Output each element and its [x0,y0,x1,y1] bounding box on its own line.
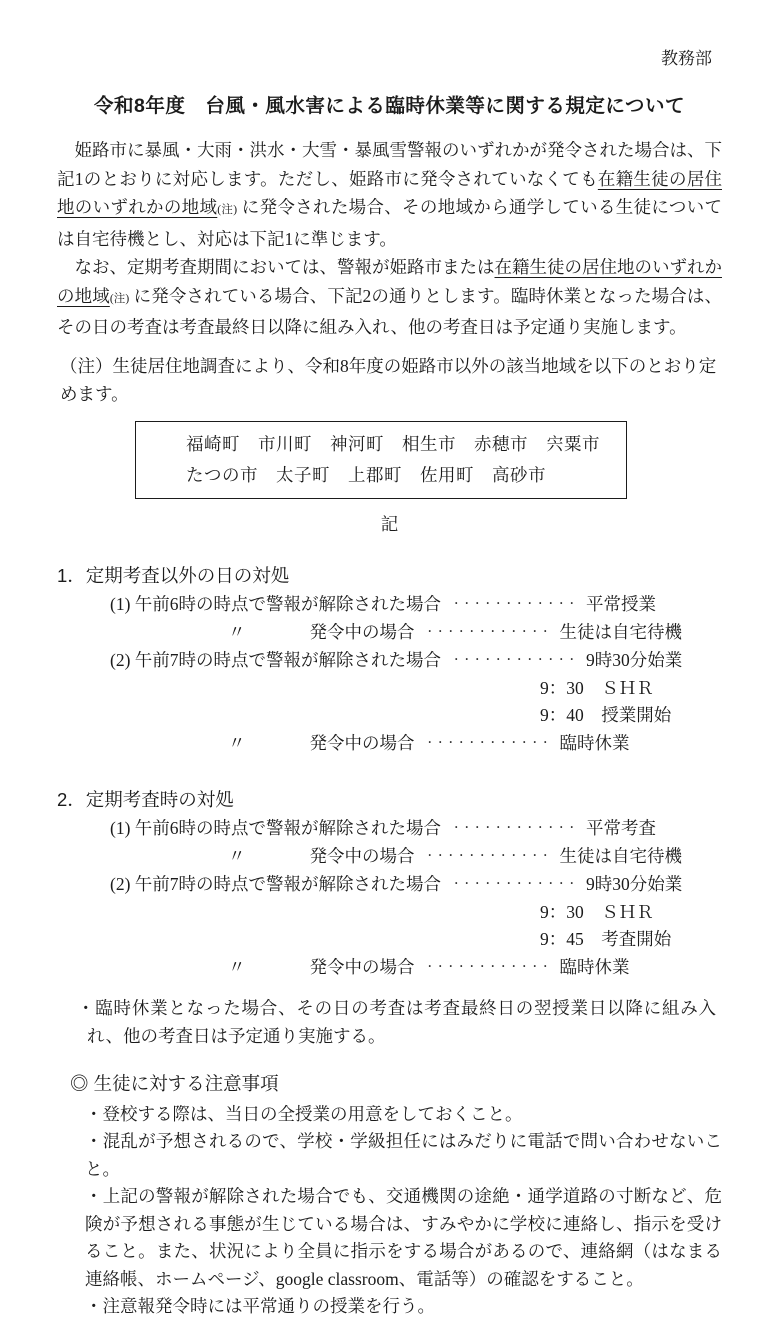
notice-bullet: ・上記の警報が解除された場合でも、交通機関の途絶・通学道路の寸断など、危険が予想される事態が生じている場合は、すみやかに学校に連絡し、指示を受けること。また、状況により全員に指示をする場合があるので、連絡網（はなまる連絡帳、ホームページ、google classroom、電話等）の確認をすること。 [85,1186,722,1289]
exam-underlined-phrase: 在籍生徒の居住地のいずれかの地域 [57,257,722,306]
exam-period-paragraph [57,253,722,342]
time-detail-row: 9：45 考査開始 [540,929,672,949]
department-label: 教務部 [661,49,712,68]
dot-leader: ・・・・・・・・・・・・ [424,627,551,638]
ditto-mark: 〃 [228,845,246,866]
applicable-area-box [135,421,627,499]
row-label: (2) 午前7時の時点で警報が解除された場合 [110,649,442,670]
student-notice-heading: ◎ 生徒に対する注意事項 [70,1072,279,1094]
time-detail-row: 9：30 ＳＨＲ [540,677,654,698]
memo-mark: 記 [380,513,399,534]
row-label: (1) 午前6時の時点で警報が解除された場合 [110,817,442,838]
section-1-heading: 1．定期考査以外の日の対処 [57,564,290,586]
dot-leader: ・・・・・・・・・・・・ [424,738,551,749]
rule-row [110,954,722,982]
intro-text-1: 姫路市に暴風・大雨・洪水・大雪・暴風雪警報のいずれかが発令された場合は、下記1のとおりに対応します。ただし、姫路市に発令されていなくても [57,140,722,189]
row-result: 臨時休業 [559,732,630,753]
rule-row [110,730,722,758]
note-reference-mark: (注) [109,292,130,305]
note-reference-mark: (注) [217,204,238,216]
rule-row [110,815,722,843]
exam-text-2: に発令されている場合、下記2の通りとします。臨時休業となった場合は、その日の考査は考査最終日以降に組み入れ、他の考査日は予定通り実施します。 [57,285,722,337]
row-result: 生徒は自宅待機 [559,845,682,866]
section-2-heading: 2．定期考査時の対処 [57,788,234,810]
time-detail-row: 9：40 授業開始 [540,705,672,725]
row-result: 9時30分始業 [586,649,683,670]
rule-row [110,647,722,675]
dot-leader: ・・・・・・・・・・・・ [451,655,578,666]
dot-leader: ・・・・・・・・・・・・ [451,823,578,834]
area-line-1: 福崎町 市川町 神河町 相生市 赤穂市 宍粟市 [186,433,600,454]
time-detail-row: 9：30 ＳＨＲ [540,901,654,922]
intro-underlined-phrase: 在籍生徒の居住地のいずれかの地域 [57,168,722,217]
row-label: (2) 午前7時の時点で警報が解除された場合 [110,873,442,894]
intro-text-2: に発令された場合、その地域から通学している生徒については自宅待機とし、対応は下記1に準じます。 [57,197,722,249]
row-label: 発令中の場合 [309,956,415,977]
ditto-mark: 〃 [228,956,246,977]
notice-bullet: ・注意報発令時には平常通りの授業を行う。 [85,1296,435,1316]
section-non-exam-days [57,562,722,758]
row-label: 発令中の場合 [309,621,415,642]
row-label: (1) 午前6時の時点で警報が解除された場合 [110,593,442,614]
note-definition-line: （注）生徒居住地調査により、令和8年度の姫路市以外の該当地域を以下のとおり定めます。 [60,355,717,404]
rule-row [110,619,722,647]
rule-row [110,843,722,871]
row-label: 発令中の場合 [309,845,415,866]
ditto-mark: 〃 [228,732,246,753]
section-exam-days [57,786,722,982]
ditto-mark: 〃 [228,621,246,642]
row-result: 生徒は自宅待機 [559,621,682,642]
dot-leader: ・・・・・・・・・・・・ [451,879,578,890]
row-result: 9時30分始業 [586,873,683,894]
area-line-2: たつの市 太子町 上郡町 佐用町 高砂市 [186,464,546,485]
notice-bullet: ・混乱が予想されるので、学校・学級担任にはみだりに電話で問い合わせないこと。 [85,1131,722,1179]
document-title: 令和8年度 台風・風水害による臨時休業等に関する規定について [94,95,685,117]
row-result: 平常授業 [586,593,657,614]
dot-leader: ・・・・・・・・・・・・ [451,599,578,610]
exam-text-1: なお、定期考査期間においては、警報が姫路市または [57,257,495,277]
dot-leader: ・・・・・・・・・・・・ [424,962,551,973]
dot-leader: ・・・・・・・・・・・・ [424,851,551,862]
row-result: 平常考査 [586,817,657,838]
intro-paragraph [57,136,722,253]
row-result: 臨時休業 [559,956,630,977]
rule-row [110,871,722,899]
rule-row [110,591,722,619]
exam-reschedule-note: ・臨時休業となった場合、その日の考査は考査最終日の翌授業日以降に組み入れ、他の考査日は予定通り実施する。 [77,997,716,1046]
row-label: 発令中の場合 [309,732,415,753]
notice-bullet: ・登校する際は、当日の全授業の用意をしておくこと。 [85,1103,523,1124]
